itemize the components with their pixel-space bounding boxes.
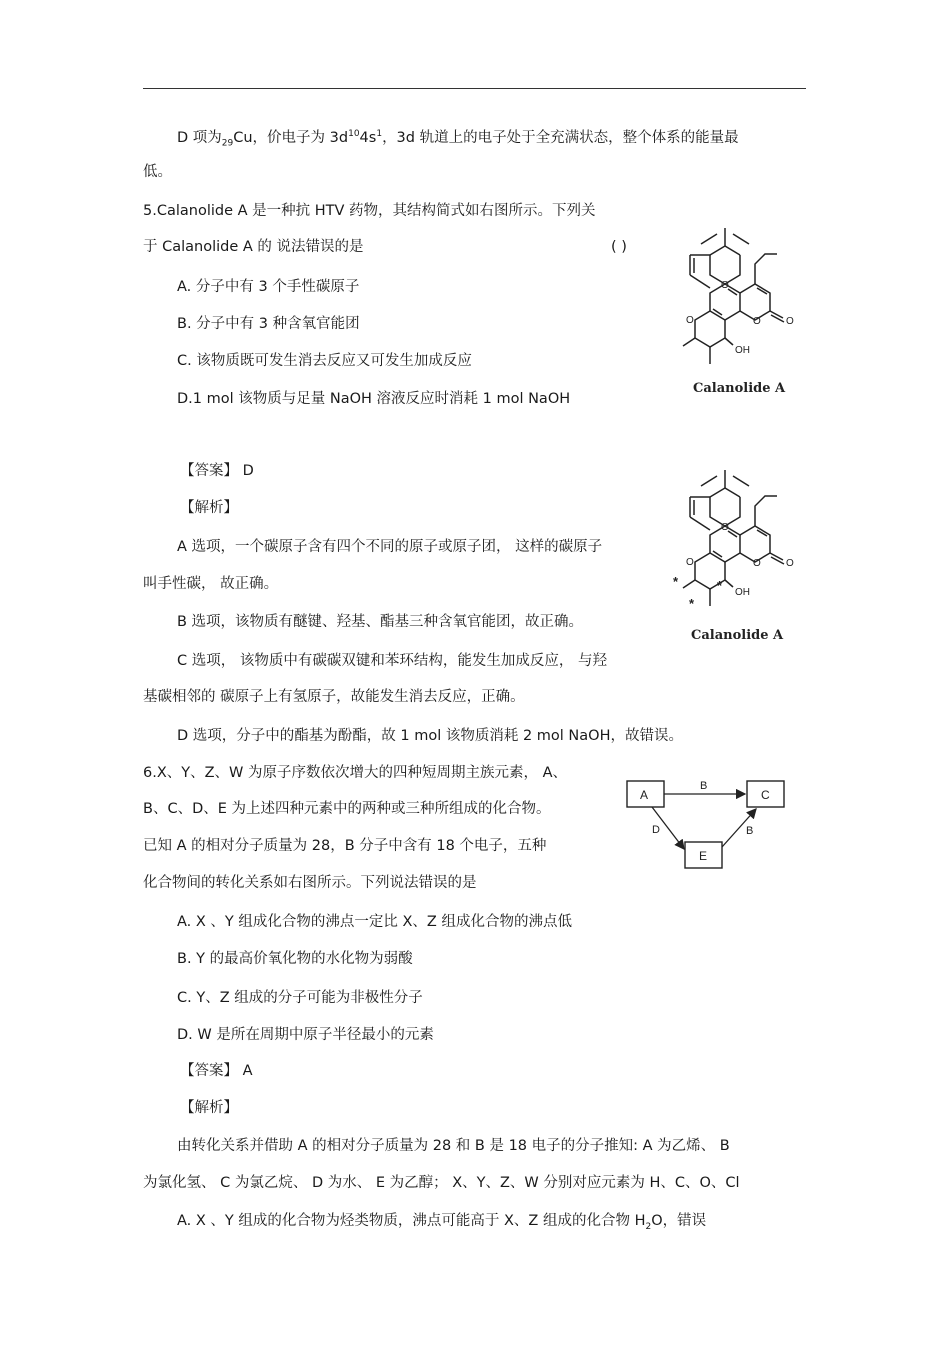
q5-option-b: B. 分子中有 3 种含氧官能团 [177, 316, 360, 332]
q5-analysis-1: A 选项，一个碳原子含有四个不同的原子或原子团， 这样的碳原子 [177, 539, 603, 555]
q6-answer: 【答案】 A [180, 1063, 253, 1079]
calanolide-structure-figure [665, 220, 810, 400]
q6-stem-4: 化合物间的转化关系如右图所示。下列说法错误的是 [143, 875, 477, 891]
svg-text:O: O [786, 558, 794, 569]
figure-caption-1: Calanolide A [693, 381, 786, 396]
q6-stem-2: B、C、D、E 为上述四种元素中的两种或三种所组成的化合物。 [143, 801, 551, 817]
header-rule [143, 88, 806, 89]
q5-stem-1: 5.Calanolide A 是一种抗 HTV 药物，其结构简式如右图所示。下列关 [143, 203, 596, 219]
conversion-diagram [622, 772, 792, 872]
q5-option-d: D.1 mol 该物质与足量 NaOH 溶液反应时消耗 1 mol NaOH [177, 391, 571, 407]
q5-analysis-6: D 选项，分子中的酯基为酚酯，故 1 mol 该物质消耗 2 mol NaOH，故错误。 [177, 728, 683, 744]
q5-analysis-5: 基碳相邻的 碳原子上有氢原子，故能发生消去反应，正确。 [143, 689, 525, 705]
label-a: A [640, 788, 649, 802]
chiral-star-3: * [717, 578, 723, 593]
chiral-star-2: * [689, 596, 695, 611]
calanolide-chiral-structure [665, 462, 810, 647]
svg-text:O: O [686, 315, 694, 326]
q5-analysis-3: B 选项，该物质有醚键、羟基、酯基三种含氧官能团，故正确。 [177, 614, 584, 630]
svg-text:O: O [786, 316, 794, 327]
q6-option-c: C. Y、Z 组成的分子可能为非极性分子 [177, 990, 423, 1006]
label-c: C [761, 788, 770, 802]
svg-text:O: O [721, 522, 729, 533]
q5-answer-paren: ( ) [611, 239, 627, 255]
q5-stem-2: 于 Calanolide A 的 说法错误的是 [143, 239, 364, 255]
q5-analysis-2: 叫手性碳， 故正确。 [143, 576, 279, 592]
svg-text:O: O [721, 280, 729, 291]
q5-option-a: A. 分子中有 3 个手性碳原子 [177, 279, 360, 295]
q5-analysis-label: 【解析】 [180, 500, 238, 516]
oh-label-1: OH [735, 345, 750, 356]
cu-line-1: D 项为$_{29}$Cu，价电子为 $3d^{10}4s^1$，3d 轨道上的电子处于全充满状态，整个体系的能量最 [177, 129, 739, 149]
q6-analysis-3: A. X 、Y 组成的化合物为烃类物质，沸点可能高于 X、Z 组成的化合物 $H_2O$，错误 [177, 1213, 707, 1232]
q6-analysis-1: 由转化关系并借助 A 的相对分子质量为 28 和 B 是 18 电子的分子推知: A 为乙烯、 B [177, 1138, 730, 1154]
svg-text:O: O [753, 558, 761, 569]
q6-option-d: D. W 是所在周期中原子半径最小的元素 [177, 1027, 434, 1043]
svg-text:O: O [686, 557, 694, 568]
calanolide-chiral-figure [665, 462, 810, 647]
svg-text:O: O [753, 316, 761, 327]
q5-analysis-4: C 选项， 该物质中有碳碳双键和苯环结构，能发生加成反应， 与羟 [177, 653, 607, 669]
q6-analysis-2: 为氯化氢、 C 为氯乙烷、 D 为水、 E 为乙醇； X、Y、Z、W 分别对应元素为 H、C、O、Cl [143, 1175, 740, 1191]
q5-answer: 【答案】 D [180, 463, 254, 479]
chiral-star-1: * [673, 574, 679, 589]
q5-option-c: C. 该物质既可发生消去反应又可发生加成反应 [177, 353, 472, 369]
q6-analysis-label: 【解析】 [180, 1100, 238, 1116]
label-e: E [699, 849, 708, 863]
arrow-label-b2: B [746, 825, 754, 837]
figure-caption-2: Calanolide A [691, 628, 784, 643]
conversion-diagram-svg [622, 772, 792, 872]
q6-option-b: B. Y 的最高价氧化物的水化物为弱酸 [177, 951, 413, 967]
oh-label-2: OH [735, 587, 750, 598]
arrow-label-d: D [652, 824, 660, 836]
calanolide-structure [665, 220, 810, 400]
q6-option-a: A. X 、Y 组成化合物的沸点一定比 X、Z 组成化合物的沸点低 [177, 914, 572, 930]
cu-line-2: 低。 [143, 164, 172, 180]
arrow-label-b: B [700, 780, 708, 792]
q6-stem-3: 已知 A 的相对分子质量为 28，B 分子中含有 18 个电子，五种 [143, 838, 547, 854]
q6-stem-1: 6.X、Y、Z、W 为原子序数依次增大的四种短周期主族元素， A、 [143, 765, 568, 781]
